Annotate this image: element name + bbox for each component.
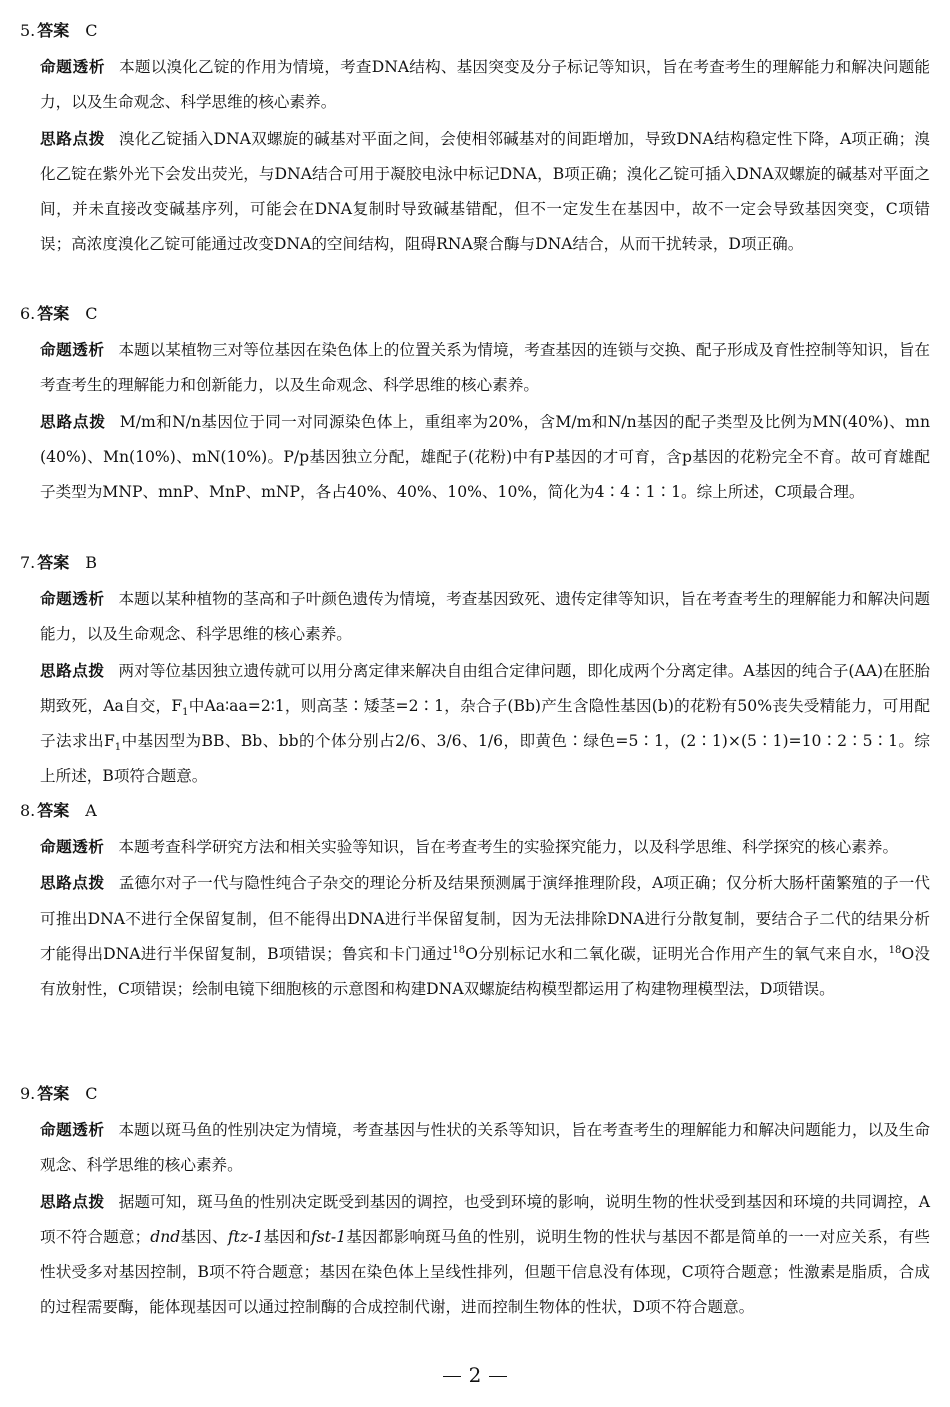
analysis-text: 本题考查科学研究方法和相关实验等知识，旨在考查考生的实验探究能力，以及科学思维、科学探究的核心素养。 [118,838,899,856]
gene-name-italic: fst-1 [310,1227,347,1246]
hint-text: M/m和N/n基因位于同一对同源染色体上，重组率为20%，含M/m和N/n基因的配子类型及比例为MN(40%)、mn(40%)、Mn(10%)、mN(10%)。P/p基因独立分配，雄配子(花粉)中有P基因的才可育，含p基因的花粉完全不育。故可育雄配子类型为MNP、mnP、MnP、mNP，各占40%、40%、10%、10%，简化为4∶4∶1∶1。综上所述，C项最合理。 [40,412,930,502]
question-9 [20,1083,930,1326]
question-5 [20,20,930,263]
footer-dash-left [443,1376,461,1377]
analysis-label: 命题透析 [40,341,105,359]
question-6 [20,303,930,510]
question-header [20,1083,930,1105]
hint-text: 据题可知，斑马鱼的性别决定既受到基因的调控，也受到环境的影响，说明生物的性状受到基因和环境的共同调控，A项不符合题意； [40,1192,930,1246]
hint-text: 两对等位基因独立遗传就可以用分离定律来解决自由组合定律问题，即化成两个分离定律。A基因的纯合子(AA)在胚胎期致死，Aa自交，F [40,661,930,715]
hint-paragraph [40,654,930,795]
analysis-label: 命题透析 [40,1121,105,1139]
answer-value: C [85,21,98,40]
analysis-paragraph [40,582,930,653]
question-number: 6. [20,304,36,323]
answer-value: C [85,304,98,323]
hint-label: 思路点拨 [40,412,106,431]
question-header [20,303,930,325]
analysis-label: 命题透析 [40,590,105,608]
gene-name-italic: ftz-1 [227,1227,264,1246]
answer-label: 答案 [37,304,70,323]
question-number: 9. [20,1084,36,1103]
hint-paragraph [40,1185,930,1326]
analysis-text: 本题以某种植物的茎高和子叶颜色遗传为情境，考查基因致死、遗传定律等知识，旨在考查考生的理解能力和解决问题能力，以及生命观念、科学思维的核心素养。 [40,590,930,644]
hint-paragraph [40,122,930,263]
hint-text: 中基因型为BB、Bb、bb的个体分别占2/6、3/6、1/6，即黄色∶绿色=5∶1，(2∶1)×(5∶1)=10∶2∶5∶1。综上所述，B项符合题意。 [40,732,930,786]
analysis-text: 本题以溴化乙锭的作用为情境，考查DNA结构、基因突变及分子标记等知识，旨在考查考生的理解能力和解决问题能力，以及生命观念、科学思维的核心素养。 [40,58,930,112]
question-7 [20,552,930,795]
page-footer [0,1362,950,1388]
answer-label: 答案 [37,553,70,572]
answer-value: B [85,553,98,572]
question-header [20,20,930,42]
hint-label: 思路点拨 [40,1192,105,1211]
hint-label: 思路点拨 [40,661,105,680]
superscript-18: 18 [452,944,466,956]
gene-name-italic: dnd [150,1227,181,1246]
analysis-paragraph [40,1113,930,1184]
hint-text: O没有放射性，C项错误；绘制电镜下细胞核的示意图和构建DNA双螺旋结构模型都运用了构建物理模型法，D项错误。 [40,944,930,999]
answer-label: 答案 [37,21,70,40]
analysis-paragraph [40,333,930,404]
analysis-label: 命题透析 [40,58,106,76]
hint-text: 孟德尔对子一代与隐性纯合子杂交的理论分析及结果预测属于演绎推理阶段，A项正确；仅分析大肠杆菌繁殖的子一代可推出DNA不进行全保留复制，但不能得出DNA进行半保留复制，因为无法排除DNA进行分散复制，要结合子二代的结果分析才能得出DNA进行半保留复制，B项错误；鲁宾和卡门通过 [40,874,930,963]
question-8 [20,800,930,1007]
hint-label: 思路点拨 [40,874,105,893]
analysis-text: 本题以斑马鱼的性别决定为情境，考查基因与性状的关系等知识，旨在考查考生的理解能力和解决问题能力，以及生命观念、科学思维的核心素养。 [40,1121,930,1175]
question-number: 7. [20,553,36,572]
hint-paragraph [40,866,930,1007]
hint-label: 思路点拨 [40,129,106,148]
hint-text: 基因和 [263,1227,311,1246]
hint-text: 基因、 [180,1227,228,1246]
analysis-paragraph [40,50,930,121]
question-header [20,552,930,574]
question-number: 5. [20,21,36,40]
analysis-paragraph [40,830,930,865]
subscript-1: 1 [182,707,189,718]
superscript-18: 18 [888,944,902,956]
hint-text: 溴化乙锭插入DNA双螺旋的碱基对平面之间，会使相邻碱基对的间距增加，导致DNA结构稳定性下降，A项正确；溴化乙锭在紫外光下会发出荧光，与DNA结合可用于凝胶电泳中标记DNA，B项正确；溴化乙锭可插入DNA双螺旋的碱基对平面之间，并未直接改变碱基序列，可能会在DNA复制时导致碱基错配，但不一定发生在基因中，故不一定会导致基因突变，C项错误；高浓度溴化乙锭可能通过改变DNA的空间结构，阻碍RNA聚合酶与DNA结合，从而干扰转录，D项正确。 [40,129,930,254]
answer-value: C [85,1084,98,1103]
answer-label: 答案 [37,1084,70,1103]
question-number: 8. [20,801,36,820]
subscript-1: 1 [114,742,122,754]
hint-paragraph [40,405,930,511]
footer-dash-right [489,1376,507,1377]
hint-text: 基因都影响斑马鱼的性别，说明生物的性状与基因不都是简单的一一对应关系，有些性状受多对基因控制，B项不符合题意；基因在染色体上呈线性排列，但题干信息没有体现，C项符合题意；性激素是脂质，合成的过程需要酶，能体现基因可以通过控制酶的合成控制代谢，进而控制生物体的性状，D项不符合题意。 [40,1227,930,1317]
page-number: 2 [468,1363,482,1387]
hint-text: 中Aa∶aa=2∶1，则高茎∶矮茎=2∶1，杂合子(Bb)产生含隐性基因(b)的花粉有50%丧失受精能力，可用配子法求出F [40,696,930,751]
analysis-text: 本题以某植物三对等位基因在染色体上的位置关系为情境，考查基因的连锁与交换、配子形成及育性控制等知识，旨在考查考生的理解能力和创新能力，以及生命观念、科学思维的核心素养。 [40,341,930,395]
question-header [20,800,930,822]
answer-value: A [85,801,97,820]
answer-label: 答案 [37,801,70,820]
hint-text: O分别标记水和二氧化碳，证明光合作用产生的氧气来自水， [465,944,889,963]
analysis-label: 命题透析 [40,838,105,856]
